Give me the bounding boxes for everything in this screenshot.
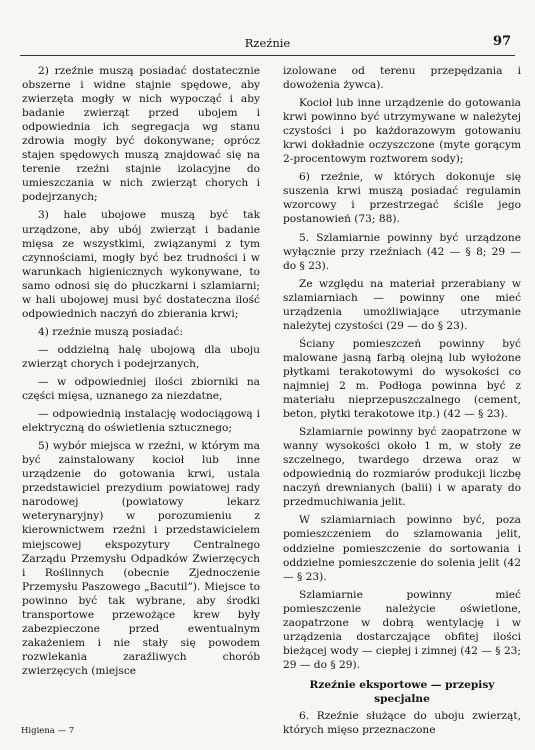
right-column (283, 64, 521, 741)
list-item-dash: — w odpowiedniej ilości zbiorniki na części mięsa, uznanego za niezdatne, (22, 375, 260, 403)
header-rule (20, 55, 515, 56)
paragraph-item-6: 6) rzeźnie, w których dokonuje się suszenia krwi muszą posiadać regulamin wzorcowy i przestrzegać ściśle jego postanowień (73; 88). (283, 171, 521, 226)
paragraph-item-3: 3) hale ubojowe muszą być tak urządzone, aby ubój zwierząt i badanie mięsa ze wszystkimi, związanymi z tym czynnościami, mogły być bez trudności i w warunkach higienicznych wykonywane, to samo odnosi się do płuczkarni i szlamiarni; w hali ubojowej musi być dostateczna ilość odpowiednich naczyń do zbierania krwi; (22, 209, 260, 320)
list-item-dash: — odpowiednią instalację wodociągową i elektryczną do oświetlenia sztucznego; (22, 408, 260, 435)
footer-signature: Higiena — 7 (21, 726, 75, 736)
running-header-title: Rzeźnie (244, 36, 291, 50)
paragraph: Ściany pomieszczeń powinny być malowane jasną farbą olejną lub wyłożone płytkami terakotowymi do wysokości co najmniej 2 m. Podłoga powinna być z materiału nieprzepuszczalnego (cement, beton, płytki terakotowe itp.) (42 — § 23). (283, 337, 521, 421)
paragraph-section-6: 6. Rzeźnie służące do uboju zwierząt, których mięso przeznaczone (283, 710, 521, 737)
paragraph-item-2: 2) rzeźnie muszą posiadać dostatecznie obszerne i widne stajnie spędowe, aby zwierzęta mogły w nich wypocząć i aby badanie zwierząt przed ubojem i odpowiednia ich segregacja wg stanu zdrowia mogły być dokonywane; oprócz stajen spędowych muszą znajdować się na terenie rzeźni stajnie izolacyjne do umieszczania w nich zwierząt chorych i podejrzanych; (22, 65, 260, 204)
paragraph-section-5: 5. Szlamiarnie powinny być urządzone wyłącznie przy rzeźniach (42 — § 8; 29 — do § 23). (283, 231, 521, 272)
paragraph: Kocioł lub inne urządzenie do gotowania krwi powinno być utrzymywane w należytej czystości i po każdorazowym gotowaniu krwi dokładnie oczyszczone (myte gorącym 2-procentowym roztworem sody); (283, 97, 521, 166)
paragraph: Ze względu na materiał przerabiany w szlamiarniach — powinny one mieć urządzenia umożliwiające utrzymanie należytej czystości (29 — do § 23). (283, 277, 521, 332)
left-column (22, 64, 260, 682)
list-item-dash: — oddzielną halę ubojową dla uboju zwierząt chorych i podejrzanych, (22, 343, 260, 370)
paragraph-item-4: 4) rzeźnie muszą posiadać: (38, 325, 184, 338)
paragraph-continuation: izolowane od terenu przepędzania i dowożenia żywca). (283, 65, 521, 92)
section-heading: Rzeźnie eksportowe — przepisy specjalne (309, 678, 495, 705)
paragraph: Szlamiarnie powinny być zaopatrzone w wanny wysokości około 1 m, w stoły ze szczelnego, twardego drzewa oraz w odpowiednią do rozmiarów produkcji liczbę naczyń drewnianych (balii) i w aparaty do przedmuchiwania jelit. (283, 426, 521, 509)
paragraph: Szlamiarnie powinny mieć pomieszczenie należycie oświetlone, zaopatrzone w dobrą wentylację i w urządzenia dostarczające obfitej ilości bieżącej wody — ciepłej i zimnej (42 — § 23; 29 — do § 29). (283, 588, 521, 671)
page-number: 97 (493, 34, 512, 49)
paragraph-item-5: 5) wybór miejsca w rzeźni, w którym ma być zainstalowany kocioł lub inne urządzenie do gotowania krwi, ustala przedstawiciel prezydium powiatowej rady narodowej (powiatowy lekarz weterynaryjny) w porozumieniu z kierownictwem rzeźni i przedstawicielem miejscowej ekspozytury Centralnego Zarządu Przemysłu Odpadków Zwierzęcych i Roślinnych (obecnie Zjednoczenie Przemysłu Paszowego „Bacutil”). Miejsce to powinno być tak wybrane, aby środki transportowe przewożące krew były zabezpieczone przed ewentualnym zakażeniem i nie stały się powodem rozwlekania zaraźliwych chorób zwierzęcych (miejsce (22, 440, 260, 677)
paragraph: W szlamiarniach powinno być, poza pomieszczeniem do szlamowania jelit, oddzielne pomieszczenie do sortowania i oddzielne pomieszczenie do solenia jelit (42 — § 23). (283, 514, 521, 583)
